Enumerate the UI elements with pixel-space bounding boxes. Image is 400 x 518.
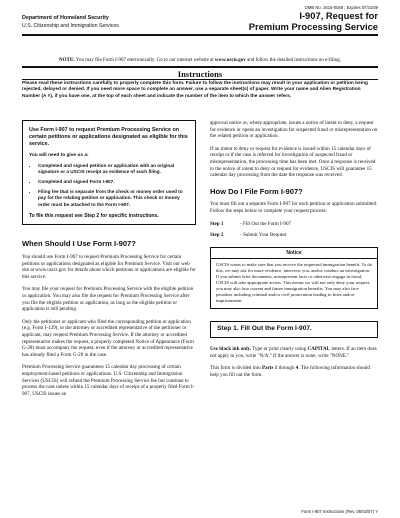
step-2-line — [210, 232, 378, 239]
note-label: NOTE: — [58, 58, 75, 63]
instructions-rule-bottom — [22, 79, 378, 80]
when-heading: When Should I Use Form I-907? — [22, 239, 136, 249]
black-ink-bold: Use black ink only. — [210, 345, 252, 352]
note-line — [22, 58, 378, 63]
right-paragraph: If an intent to deny or request for evidence is issued within 15 calendar days of receipt or if the case is referred for investigation of suspected fraud or misrepresentation, the processing time has been met. Once a response is received to the notice of intent to deny or request for evidence, USCIS will guarantee 15 calendar day processing from the date the response was received. — [210, 145, 376, 179]
instructions-rule — [22, 66, 378, 68]
right-column — [210, 120, 378, 384]
header-rule — [22, 34, 378, 36]
notice-body: USCIS wants to make sure that you receive the requested immigration benefit. To do this, we may ask for more evidence, interview you, and/or conduct an investigation. If you submit false documents, misrepresent facts or otherwise engage in fraud, USCIS will take appropriate action. This means we will not only deny your request, you may also lose current and future immigration benefits. You may also face penalties including criminal and/or civil prosecution leading to fines and/or imprisonment. — [216, 262, 372, 304]
notice-box — [210, 247, 378, 310]
when-paragraph: Premium Processing Service guarantees 15 calendar day processing of certain employment-based petitions or applications. U.S. Citizenship and Immigration Services (USCIS) will refund the Premium Processing Service fee but continue to process the case unless within 15 calendar days of receipt of a properly filed Form I-907, USCIS issues an — [22, 364, 195, 397]
parts-bold-2: 4 — [295, 365, 299, 372]
black-ink-rest: letters. If an item does not apply to you, write "N/A." If the answer is none, write "NONE." — [210, 345, 377, 359]
premium-box-footer: To file this request see Step 2 for specific instructions. — [29, 212, 159, 219]
right-paragraph: approval notice or, where appropriate, issues a notice of intent to deny, a request for evidence or opens an investigation for suspected fraud or misrepresentation on the related petition or application. — [210, 120, 378, 140]
when-paragraph: You should use Form I-907 to request Premium Processing Service for certain petitions or applications designated as eligible for Premium Service. Visit our web site at www.uscis.gov for details about which petitions or applications are eligible for this service. — [22, 254, 196, 280]
form-title — [249, 11, 378, 32]
parts-rest: . The following information should help you fill out the form. — [210, 365, 370, 378]
instructions-body: Please read these instructions carefully to properly complete this form. Failure to follow the instructions may result in your application or petition being rejected, delayed or denied. If you need more space to complete an answer, use a separate sheet(s) of paper. Write your name and Alien Registration Number (A #), if you have one, at the top of each sheet and indicate the number of the item to which the answer refers. — [22, 81, 368, 99]
step-1-label: Step 1 — [210, 220, 224, 227]
note-text-after: and follow the detailed instructions on e-filing. — [247, 58, 342, 63]
step-2-text: - Submit Your Request — [240, 232, 287, 239]
list-item: • Filing fee that is separate from the check or money order used to pay for the relating petition or application. This check or money order must be attached to the Form I-907. — [38, 189, 189, 208]
black-ink-text: Type or print clearly using — [252, 345, 307, 352]
when-paragraph: Only the petitioner or applicant who filed the corresponding petition or application (e.g. Form I-129), or the attorney or accredited representative of the petitioner or applicant, may request Premium Processing Service. If the attorney or accredited representative makes the request, a properly completed Notice of Appearance (Form G-28) must accompany the request, even if the attorney or accredited representative has already filed a Form G-28 in the case. — [22, 318, 194, 358]
step-2-label: Step 2 — [210, 232, 224, 239]
step-1-text: - Fill Out the Form I-907 — [240, 220, 292, 227]
form-title-line2: Premium Processing Service — [248, 20, 378, 32]
page-footer: Form I-907 Instructions (Rev. 06/02/07) Y — [301, 509, 378, 514]
capital-bold: CAPITAL — [307, 345, 331, 352]
premium-box-heading: Use Form I-907 to request Premium Processing Service on certain petitions or applications designated as eligible for this service. — [29, 127, 188, 147]
note-text: You may file Form I-907 electronically. Go to our internet website at — [75, 58, 214, 63]
premium-box-list — [29, 163, 189, 208]
note-url-link[interactable]: www.uscis.gov — [214, 58, 246, 63]
step-1-line — [210, 221, 378, 228]
instructions-title: Instructions — [177, 69, 223, 79]
black-ink-paragraph — [210, 346, 378, 359]
premium-box-give-us: You will need to give us a: — [29, 153, 89, 158]
step-1-box: Step 1. Fill Out the Form I-907. — [210, 321, 378, 338]
how-heading: How Do I File Form I-907? — [210, 186, 303, 196]
parts-bold: Parts 1 — [261, 365, 278, 372]
parts-through: through — [278, 365, 295, 372]
when-paragraph: You may file your request for Premium Processing Service with the eligible petition or application. You may also file the request for Premium Processing Service after you file the eligible petition or application, as long as the eligible petition or application is still pending. — [22, 286, 194, 313]
parts-paragraph — [210, 365, 378, 378]
omb-number: OMB No. 1615-0048 ; Expires 07/31/09 — [304, 5, 378, 10]
list-item: • Completed and signed petition or application with an original signature or a USCIS receipt as evidence of such filing. — [38, 163, 189, 175]
notice-title: Notice — [211, 248, 377, 260]
parts-text: This form is divided into — [210, 365, 261, 372]
premium-box — [22, 120, 196, 225]
left-column — [22, 120, 196, 403]
list-item: • Completed and signed Form I-907. — [38, 179, 189, 185]
form-title-line1: I-907, Request for — [299, 10, 378, 21]
department-name: Department of Homeland Security — [22, 15, 109, 21]
how-paragraph: You must fill out a separate Form I-907 for each petition or application submitted. Follow the steps below to complete your request process: — [210, 201, 378, 214]
agency-name: U.S. Citizenship and Immigration Services — [22, 23, 119, 29]
